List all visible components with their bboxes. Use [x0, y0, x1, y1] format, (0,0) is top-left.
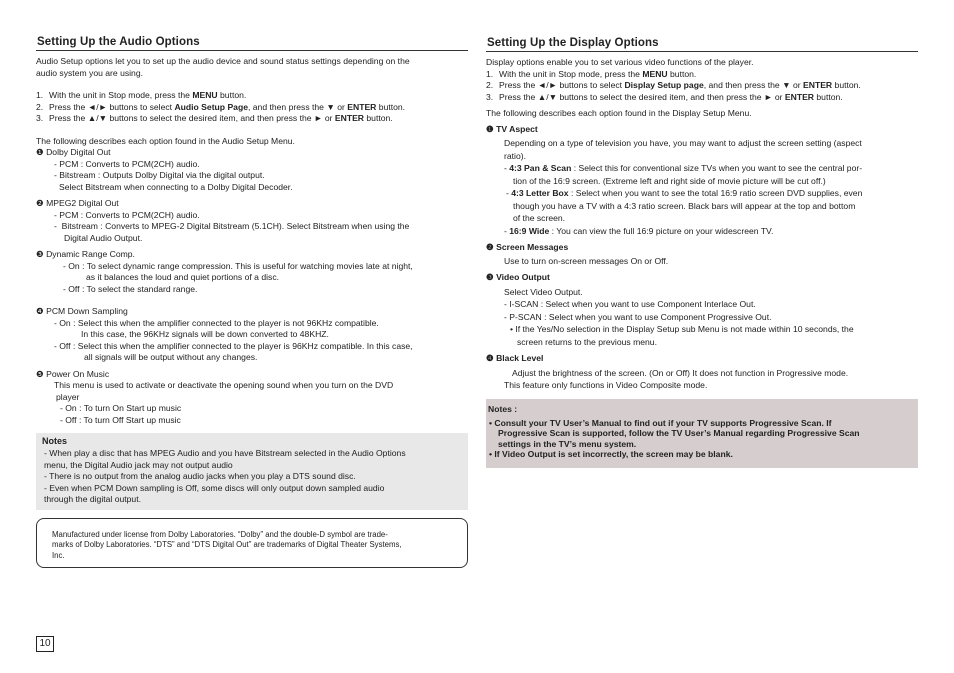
- letter-box-cont: though you have a TV with a 4:3 ratio screen. Black bars will appear at the top and bottom: [513, 200, 856, 211]
- display-note-2: • If Video Output is set incorrectly, the screen may be blank.: [489, 449, 733, 459]
- pcm-down-sampling-heading: ❹ PCM Down Sampling: [36, 306, 128, 316]
- dolby-bitstream: - Bitstream : Outputs Dolby Digital via the digital output.: [54, 170, 265, 180]
- audio-intro-line1: Audio Setup options let you to set up the audio device and sound status settings depending on the: [36, 56, 410, 66]
- license-line2: marks of Dolby Laboratories. “DTS” and “DTS Digital Out” are trademarks of Digital Theater Systems,: [52, 540, 402, 549]
- audio-note-1-cont: menu, the Digital Audio jack may not output audio: [44, 459, 233, 470]
- audio-step-1: 1. With the unit in Stop mode, press the MENU button.: [36, 90, 247, 100]
- black-level-desc-cont: This feature only functions in Video Composite mode.: [504, 380, 708, 390]
- license-box: [36, 518, 468, 569]
- audio-section-title: Setting Up the Audio Options: [36, 36, 468, 51]
- display-step-2: 2. Press the ◄/► buttons to select Display Setup page, and then press the ▼ or ENTER button.: [486, 80, 861, 90]
- mpeg2-bitstream-cont: Digital Audio Output.: [64, 232, 143, 243]
- pcm-ds-on: - On : Select this when the amplifier connected to the player is not 96KHz compatible.: [54, 317, 379, 328]
- audio-note-1: - When play a disc that has MPEG Audio and you have Bitstream selected in the Audio Options: [44, 448, 406, 458]
- pcm-ds-off-cont: all signals will be output without any changes.: [84, 352, 258, 362]
- audio-step-2: 2. Press the ◄/► buttons to select Audio Setup Page, and then press the ▼ or ENTER button.: [36, 101, 406, 112]
- pcm-ds-on-cont: In this case, the 96KHz signals will be down converted to 48KHZ.: [81, 329, 329, 339]
- tv-aspect-desc-cont: ratio).: [504, 150, 526, 161]
- mpeg2-pcm: - PCM : Converts to PCM(2CH) audio.: [54, 209, 200, 220]
- drc-on-cont: as it balances the loud and quiet portions of a disc.: [86, 272, 280, 282]
- audio-notes-title: Notes: [42, 436, 68, 446]
- audio-step-3: 3. Press the ▲/▼ buttons to select the desired item, and then press the ► or ENTER button.: [36, 113, 393, 123]
- display-step-1: 1. With the unit in Stop mode, press the MENU button.: [486, 68, 697, 79]
- display-notes-title: Notes :: [488, 403, 518, 414]
- pan-scan-cont: tion of the 16:9 screen. (Extreme left and right side of movie picture will be cut off.): [513, 175, 826, 186]
- audio-describes: The following describes each option found in the Audio Setup Menu.: [36, 135, 295, 146]
- audio-intro-line2: audio system you are using.: [36, 67, 144, 78]
- power-music-desc: This menu is used to activate or deactivate the opening sound when you turn on the DVD: [54, 380, 394, 390]
- power-on-music-heading: ❺ Power On Music: [36, 368, 110, 379]
- power-music-desc-cont: player: [56, 391, 80, 402]
- drc-on: - On : To select dynamic range compression. This is useful for watching movies late at night,: [63, 260, 413, 271]
- letter-box-option: - 4:3 Letter Box : Select when you want to see the total 16:9 ratio screen DVD supplies, even: [506, 188, 863, 198]
- dolby-digital-out-heading: ❶ Dolby Digital Out: [36, 147, 111, 157]
- dynamic-range-heading: ❸ Dynamic Range Comp.: [36, 249, 135, 259]
- tv-aspect-desc: Depending on a type of television you have, you may want to adjust the screen setting (aspect: [504, 138, 862, 148]
- tv-aspect-heading: ❶ TV Aspect: [486, 123, 538, 134]
- screen-messages-heading: ❷ Screen Messages: [486, 242, 569, 252]
- display-note-1: • Consult your TV User’s Manual to find out if your TV supports Progressive Scan. If: [489, 417, 832, 428]
- video-output-desc: Select Video Output.: [504, 286, 583, 297]
- audio-note-3: - Even when PCM Down sampling is Off, some discs will only output down sampled audio: [44, 482, 385, 493]
- audio-notes-box: [36, 433, 468, 510]
- display-note-1-cont2: settings in the TV’s menu system.: [498, 438, 637, 449]
- display-intro: Display options enable you to set various video functions of the player.: [486, 57, 754, 67]
- power-music-off: - Off : To turn Off Start up music: [60, 414, 181, 425]
- display-step-3: 3. Press the ▲/▼ buttons to select the desired item, and then press the ► or ENTER button.: [486, 91, 843, 102]
- wide-option: - 16:9 Wide : You can view the full 16:9 picture on your widescreen TV.: [504, 225, 774, 236]
- pcm-ds-off: - Off : Select this when the amplifier connected to the player is 96KHz compatible. In this case,: [54, 340, 413, 351]
- license-line1: Manufactured under license from Dolby Laboratories. “Dolby” and the double-D symbol are trade-: [52, 529, 388, 539]
- display-describes: The following describes each option found in the Display Setup Menu.: [486, 108, 752, 118]
- display-options-section: [486, 37, 918, 468]
- video-output-bullet-cont: screen returns to the previous menu.: [517, 336, 657, 347]
- black-level-desc: Adjust the brightness of the screen. (On or Off) It does not function in Progressive mode.: [512, 367, 849, 378]
- display-note-1-cont: Progressive Scan is supported, follow the TV User’s Manual regarding Progressive Scan: [498, 428, 860, 438]
- dolby-bitstream-note: Select Bitstream when connecting to a Dolby Digital Decoder.: [59, 181, 293, 192]
- screen-messages-desc: Use to turn on-screen messages On or Off.: [504, 255, 669, 266]
- dolby-pcm: - PCM : Converts to PCM(2CH) audio.: [54, 158, 200, 169]
- letter-box-cont2: of the screen.: [513, 213, 566, 223]
- mpeg2-digital-out-heading: ❷ MPEG2 Digital Out: [36, 198, 119, 208]
- video-output-bullet: • If the Yes/No selection in the Display Setup sub Menu is not made within 10 seconds, the: [510, 324, 854, 334]
- black-level-heading: ❹ Black Level: [486, 353, 544, 363]
- audio-note-3-cont: through the digital output.: [44, 494, 141, 504]
- pscan-option: - P-SCAN : Select when you want to use Component Progressive Out.: [504, 311, 772, 322]
- drc-off: - Off : To select the standard range.: [63, 283, 198, 294]
- iscan-option: - I-SCAN : Select when you want to use Component Interlace Out.: [504, 299, 756, 309]
- video-output-heading: ❸ Video Output: [486, 272, 550, 282]
- license-line3: Inc.: [52, 550, 65, 560]
- display-section-title: Setting Up the Display Options: [486, 37, 918, 52]
- mpeg2-bitstream: - Bitstream : Converts to MPEG-2 Digital Bitstream (5.1CH). Select Bitstream when using the: [54, 221, 410, 231]
- pan-scan-option: - 4:3 Pan & Scan : Select this for conventional size TVs when you want to see the central por-: [504, 163, 863, 173]
- page-number: 10: [36, 636, 54, 652]
- power-music-on: - On : To turn On Start up music: [60, 403, 182, 413]
- audio-options-section: [36, 36, 468, 568]
- audio-note-2: - There is no output from the analog audio jacks when you play a DTS sound disc.: [44, 471, 356, 481]
- display-notes-box: [486, 399, 918, 468]
